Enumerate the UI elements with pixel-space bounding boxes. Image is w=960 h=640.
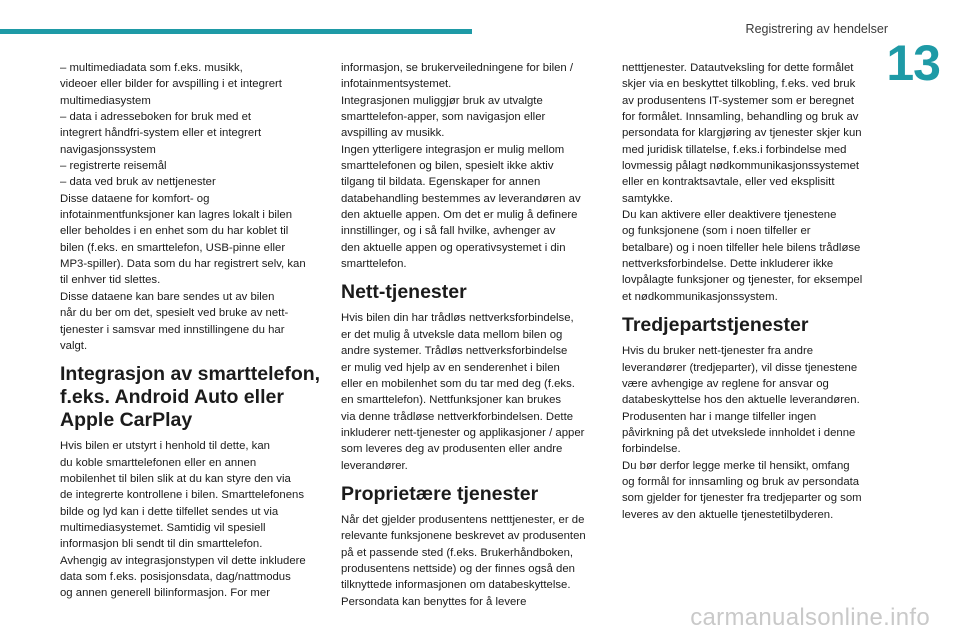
text-line: på et passende sted (f.eks. Brukerhåndboken,	[341, 546, 574, 559]
text-line: Hvis bilen din har trådløs nettverksforbindelse,	[341, 312, 574, 325]
text-line: data som f.eks. posisjonsdata, dag/nattmodus	[60, 570, 291, 583]
text-line: navigasjonssystem	[60, 143, 156, 156]
text-line: multimediasystemet. Samtidig vil spesiell	[60, 521, 266, 534]
text-line: multimediasystem	[60, 94, 151, 107]
text-line: tilgang til bildata. Egenskaper for annen	[341, 176, 541, 189]
text-line: – registrerte reisemål	[60, 160, 167, 173]
text-line: og formål for innsamling og bruk av persondata	[622, 475, 860, 488]
text-line: Hvis du bruker nett-tjenester fra andre	[622, 345, 814, 358]
column-2	[341, 60, 609, 610]
text-line: netttjenester. Datautveksling for dette formålet	[622, 62, 854, 74]
text-line: Ingen ytterligere integrasjon er mulig mellom	[341, 143, 565, 156]
text-line: smarttelefonen og bilen, spesielt ikke aktiv	[341, 160, 554, 173]
text-line: leverandører.	[341, 459, 408, 472]
text-line: samtykke.	[622, 192, 674, 205]
text-line: relevante funksjonene beskrevet av produsenten	[341, 530, 586, 543]
text-line: Du bør derfor legge merke til hensikt, omfang	[622, 459, 850, 472]
text-line: være avhengige av reglene for ansvar og	[622, 377, 829, 390]
column-3	[622, 60, 890, 523]
text-line: den aktuelle appen og operativsystemet i din	[341, 241, 566, 254]
text-line: når du ber om det, spesielt ved bruke av nett-	[60, 307, 289, 320]
text-line: leveres av den aktuelle tjenestetilbyderen.	[622, 508, 834, 521]
text-line: av produsentens IT-systemer som er beregnet	[622, 94, 855, 107]
text-line: betalbare) og i noen tilfeller hele bilens trådløse	[622, 241, 861, 254]
text-line: informasjon bli sendt til din smarttelefon.	[60, 538, 263, 551]
text-line: leverandører (tredjeparter), vil disse tjenestene	[622, 361, 858, 374]
heading-web-services: Nett-tjenester	[341, 281, 467, 304]
text-line: eller beholdes i en enhet som du har koblet til	[60, 225, 289, 238]
text-line: – multimediadata som f.eks. musikk,	[60, 62, 243, 74]
text-line: til enhver tid slettes.	[60, 274, 161, 287]
paragraph-block	[341, 310, 609, 473]
text-line: tjenester i samsvar med innstillingene du har	[60, 323, 285, 336]
text-line: informasjon, se brukerveiledningene for bilen /	[341, 62, 574, 74]
text-line: Disse dataene for komfort- og	[60, 192, 210, 205]
text-line: Du kan aktivere eller deaktivere tjenestene	[622, 209, 837, 222]
text-line: Hvis bilen er utstyrt i henhold til dette, kan	[60, 440, 270, 453]
text-line: nettverksforbindelse. Dette inkluderer ikke	[622, 258, 834, 271]
text-line: et nødkommunikasjonssystem.	[622, 290, 778, 303]
chapter-number: 13	[886, 35, 940, 91]
watermark: carmanualsonline.info	[690, 604, 930, 631]
text-line: for formålet. Innsamling, behandling og bruk av	[622, 111, 859, 124]
section-title: Registrering av hendelser	[745, 22, 888, 36]
paragraph-block	[60, 60, 328, 354]
text-line: påvirkning på det utvekslede innholdet i denne	[622, 426, 856, 439]
text-line: innstillinger, og i så fall hvilke, avhenger av	[341, 225, 556, 238]
text-line: infotainmentfunksjoner kan lagres lokalt i bilen	[60, 209, 293, 222]
text-line: den aktuelle appen. Om det er mulig å definere	[341, 209, 578, 222]
column-1	[60, 60, 328, 602]
text-line: inkluderer nett-tjenester og applikasjoner / apper	[341, 426, 585, 439]
text-line: de integrerte kontrollene i bilen. Smarttelefonens	[60, 489, 305, 502]
text-line: eller en mobilenhet som du tar med deg (f.eks.	[341, 377, 575, 390]
text-line: tilknyttede informasjonen om databeskyttelse.	[341, 579, 571, 592]
text-line: databeskyttelse hos den aktuelle leverandøren.	[622, 394, 860, 407]
text-line: Apple CarPlay	[60, 409, 193, 432]
text-line: videoer eller bilder for avspilling i et integrert	[60, 78, 282, 91]
text-line: lovmessig pålagt nødkommunikasjonssystemet	[622, 160, 860, 173]
text-line: du koble smarttelefonen eller en annen	[60, 456, 257, 469]
text-line: integrert håndfri-system eller et integrert	[60, 127, 262, 140]
text-line: persondata for klargjøring av tjenester skjer kun	[622, 127, 862, 140]
paragraph-block	[60, 438, 328, 601]
text-line: skjer via en beskyttet tilkobling, f.eks. ved bruk	[622, 78, 856, 91]
header-accent-bar	[0, 29, 472, 34]
text-line: avspilling av musikk.	[341, 127, 445, 140]
text-line: en smarttelefon). Nettfunksjoner kan brukes	[341, 394, 562, 407]
text-line: produsentens nettside) og der finnes også den	[341, 562, 575, 575]
text-line: Når det gjelder produsentens netttjenester, er de	[341, 513, 585, 526]
text-line: som leveres deg av produsenten eller andre	[341, 443, 563, 456]
text-line: bilen (f.eks. en smarttelefon, USB-pinne eller	[60, 241, 286, 254]
text-line: andre systemer. Trådløs nettverksforbindelse	[341, 345, 568, 358]
text-line: Integrasjonen muliggjør bruk av utvalgte	[341, 94, 543, 107]
text-line: – data ved bruk av nettjenester	[60, 176, 216, 189]
heading-smartphone-integration	[60, 363, 328, 432]
text-line: Disse dataene kan bare sendes ut av bilen	[60, 290, 275, 303]
paragraph-block	[622, 60, 890, 305]
text-line: og annen generell bilinformasjon. For mer	[60, 587, 270, 600]
text-line: infotainmentsystemet.	[341, 78, 452, 91]
heading-proprietary-services: Proprietære tjenester	[341, 482, 539, 505]
paragraph-block	[341, 60, 609, 272]
text-line: eller en kontraktsavtale, eller ved eksplisitt	[622, 176, 835, 189]
text-line: Avhengig av integrasjonstypen vil dette inkludere	[60, 554, 306, 567]
paragraph-block	[622, 343, 890, 523]
text-line: med juridisk tillatelse, f.eks.i forbindelse med	[622, 143, 847, 156]
text-line: mobilenhet til bilen slik at du kan styre den via	[60, 472, 291, 485]
text-line: og funksjonene (som i noen tilfeller er	[622, 225, 811, 238]
text-line: – data i adresseboken for bruk med et	[60, 111, 252, 124]
text-line: MP3-spiller). Data som du har registrert selv, kan	[60, 258, 306, 271]
text-line: er mulig ved hjelp av en senderenhet i bilen	[341, 361, 560, 374]
text-line: via denne trådløse nettverkforbindelsen. Dette	[341, 410, 574, 423]
text-line: Produsenten har i mange tilfeller ingen	[622, 410, 817, 423]
text-line: som gjelder for tjenester fra tredjeparter og som	[622, 492, 862, 505]
text-line: Persondata kan benyttes for å levere	[341, 595, 527, 608]
text-line: databehandling bestemmes av leverandøren av	[341, 192, 581, 205]
text-line: valgt.	[60, 339, 88, 352]
text-line: forbindelse.	[622, 443, 681, 456]
text-line: bilde og lyd kan i dette tilfellet sendes ut via	[60, 505, 279, 518]
heading-third-party-services: Tredjepartstjenester	[622, 314, 809, 337]
paragraph-block	[341, 512, 609, 610]
text-line: er det mulig å utveksle data mellom bilen og	[341, 328, 563, 341]
text-line: f.eks. Android Auto eller	[60, 386, 284, 409]
text-line: Integrasjon av smarttelefon,	[60, 363, 321, 386]
text-line: smarttelefon.	[341, 258, 407, 271]
text-line: smarttelefon-apper, som navigasjon eller	[341, 111, 546, 124]
text-line: lovpålagte funksjoner og tjenester, for eksempel	[622, 274, 863, 287]
